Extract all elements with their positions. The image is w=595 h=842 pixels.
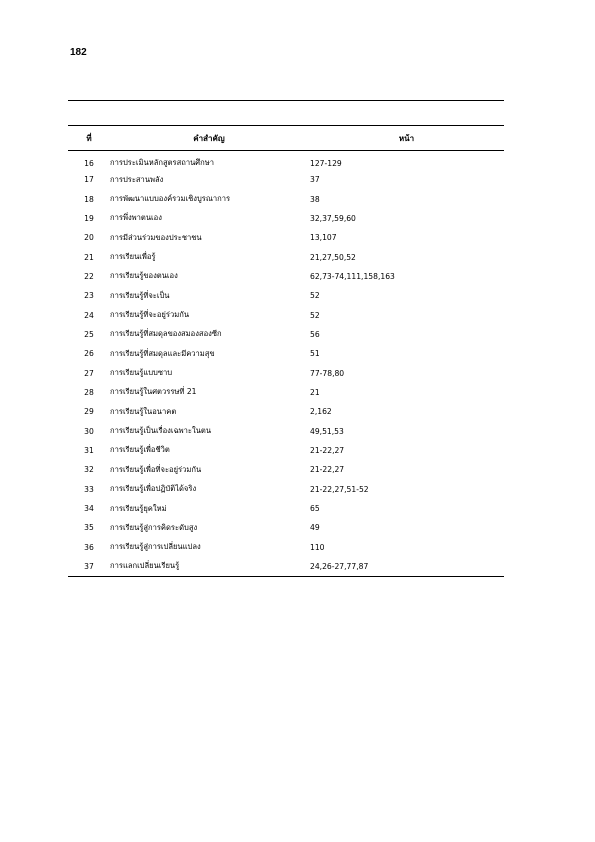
row-pages: 21 [310,387,320,397]
row-pages: 110 [310,542,325,552]
row-pages: 24,26-27,77,87 [309,557,504,576]
table-row [68,499,504,518]
row-pages: 21-22,27,51-52 [310,484,369,494]
row-keyword: การเรียนรู้สู่การเปลี่ยนแปลง [110,542,201,552]
table-row [68,557,504,576]
row-pages: 65 [310,504,320,514]
row-keyword: การเรียนรู้ที่สมดุลและมีความสุข [110,348,215,358]
row-keyword: การเรียนรู้ที่จะอยู่ร่วมกัน [110,310,190,320]
row-number: 28 [84,387,94,397]
row-keyword: การประสานพลัง [110,174,164,184]
table-row [68,421,504,440]
row-number: 16 [84,158,94,168]
row-keyword: การพึ่งพาตนเอง [110,213,162,223]
table-row [68,209,504,228]
row-keyword: การเรียนรู้เพื่อปฏิบัติได้จริง [110,484,197,494]
table-row [68,325,504,344]
row-number: 27 [84,368,94,378]
row-pages: 38 [310,194,320,204]
row-number: 30 [84,426,94,436]
table-row [68,383,504,402]
header-term: คำสำคัญ [110,126,309,151]
row-number: 25 [84,329,94,339]
row-number: 29 [84,407,94,417]
row-pages: 52 [310,310,320,320]
row-number: 33 [84,484,94,494]
row-pages: 52 [310,291,320,301]
table-row [68,305,504,324]
row-pages: 77-78,80 [310,368,345,378]
row-number: 18 [84,194,94,204]
row-keyword: การเรียนรู้ยุคใหม่ [110,503,167,513]
row-keyword: การเรียนรู้สู่การคิดระดับสูง [110,522,198,532]
table-row [68,460,504,479]
row-keyword: การเรียนรู้ของตนเอง [110,271,178,281]
row-keyword: การเรียนรู้เป็นเรื่องเฉพาะในตน [110,426,212,436]
row-pages: 21-22,27 [310,465,345,475]
row-number: 31 [84,445,94,455]
table-row [68,344,504,363]
row-pages: 21,27,50,52 [310,252,356,262]
row-number: 20 [84,233,94,243]
row-keyword: การเรียนรู้แบบซาบ [110,368,173,378]
row-number: 32 [84,465,94,475]
row-number: 34 [84,504,94,514]
row-keyword: การพัฒนาแบบองค์รวมเชิงบูรณาการ [110,194,231,204]
table-header-row [68,126,504,151]
table-row [68,228,504,247]
row-number: 17 [84,175,94,185]
row-pages: 127-129 [310,158,342,168]
row-keyword: การเรียนรู้เพื่อชีวิต [110,445,170,455]
row-number: 23 [84,291,94,301]
row-number: 37 [68,557,110,576]
row-pages: 51 [310,349,320,359]
row-keyword: การแลกเปลี่ยนเรียนรู้ [110,557,309,576]
row-keyword: การเรียนรู้ที่สมดุลของสมองสองซีก [110,329,222,339]
row-keyword: การเรียนรู้ที่จะเป็น [110,290,170,300]
row-number: 21 [84,252,94,262]
table-row [68,247,504,266]
row-keyword: การเรียนรู้เพื่อที่จะอยู่ร่วมกัน [110,464,202,474]
row-pages: 2,162 [310,407,332,417]
row-pages: 56 [310,329,320,339]
row-pages: 13,107 [310,233,337,243]
row-pages: 21-22,27 [310,445,345,455]
keyword-index-table [68,100,504,577]
table-row [68,538,504,557]
table-row [68,267,504,286]
row-number: 19 [84,213,94,223]
table-row [68,518,504,537]
row-keyword: การเรียนเพื่อรู้ [110,252,156,262]
row-number: 24 [84,310,94,320]
table-row [68,170,504,189]
table-row [68,441,504,460]
table-row [68,151,504,171]
row-number: 36 [84,542,94,552]
row-keyword: การเรียนรู้ในอนาคต [110,406,177,416]
header-no: ที่ [68,126,110,151]
row-keyword: การมีส่วนร่วมของประชาชน [110,232,202,242]
row-number: 22 [84,271,94,281]
row-pages: 32,37,59,60 [310,213,356,223]
table-row [68,189,504,208]
row-pages: 37 [310,175,320,185]
row-pages: 62,73-74,111,158,163 [310,271,395,281]
table-row [68,480,504,499]
table-row [68,363,504,382]
page-number: 182 [70,47,87,58]
row-keyword: การเรียนรู้ในศตวรรษที่ 21 [110,387,197,397]
row-number: 26 [84,349,94,359]
row-pages: 49 [310,523,320,533]
table-row [68,286,504,305]
row-number: 35 [84,523,94,533]
table-row [68,402,504,421]
row-pages: 49,51,53 [310,426,344,436]
row-keyword: การประเมินหลักสูตรสถานศึกษา [110,158,214,167]
header-page: หน้า [309,126,504,151]
